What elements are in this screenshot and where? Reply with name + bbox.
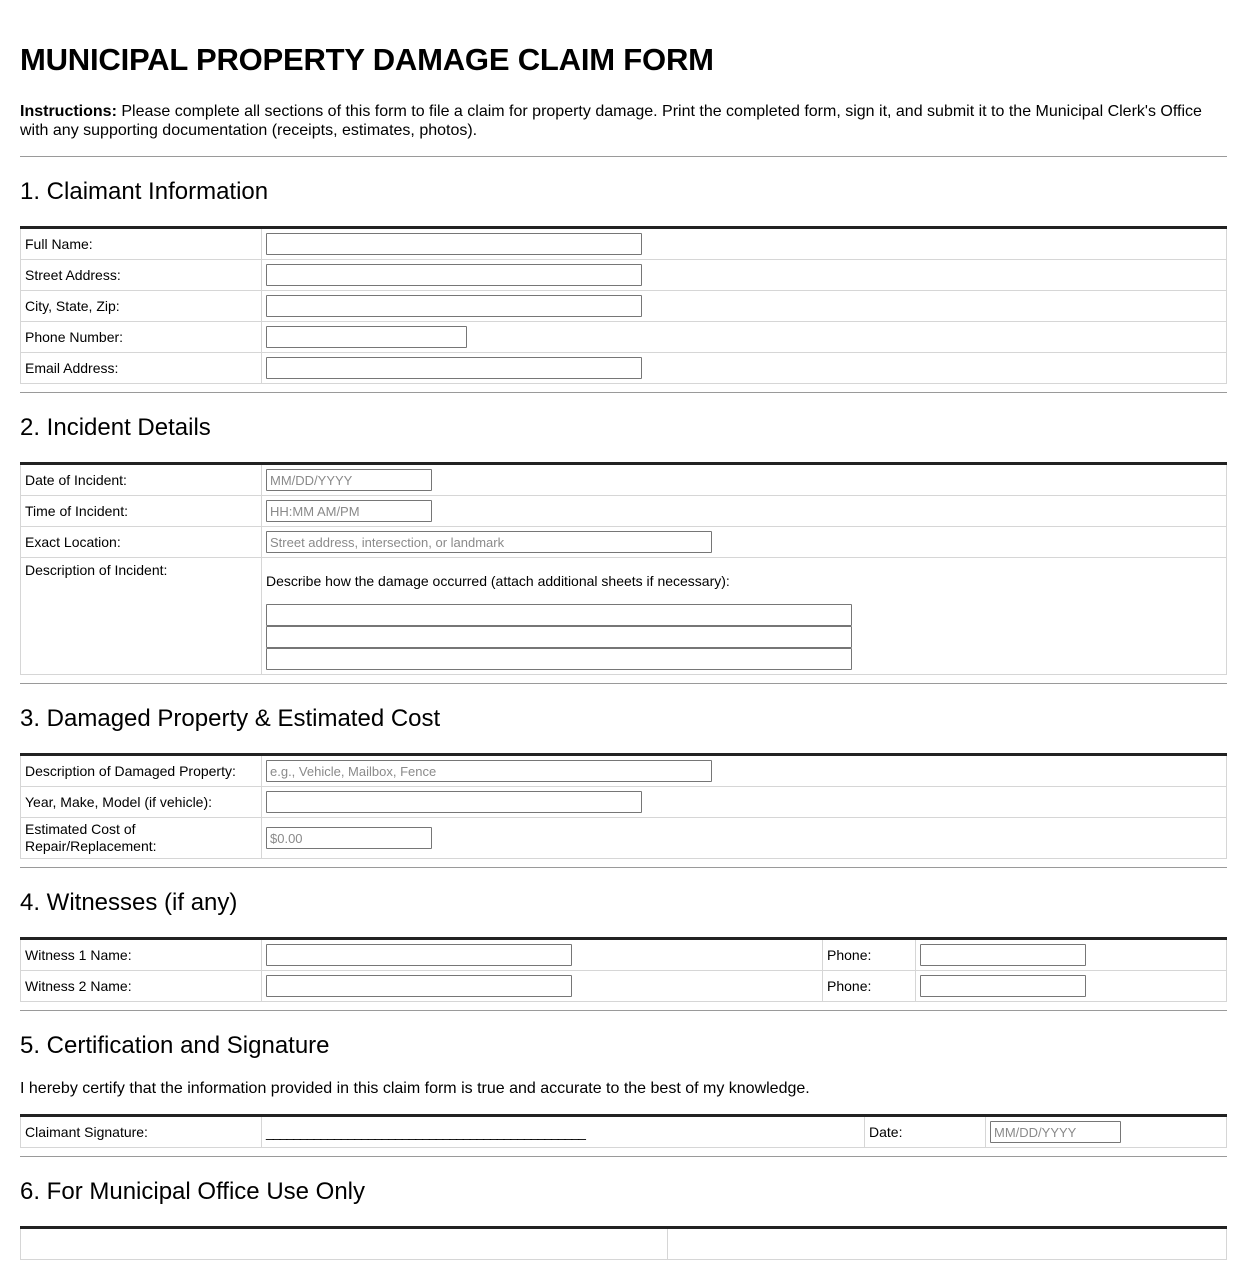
table-row: [21, 228, 1227, 260]
office-use-cell-right: [668, 1228, 1227, 1260]
section-heading-office-use: 6. For Municipal Office Use Only: [20, 1178, 366, 1205]
city-state-zip-cell: [262, 291, 1227, 322]
table-row: [21, 496, 1227, 527]
incident-time-input[interactable]: [266, 500, 432, 522]
incident-time-label: Time of Incident:: [21, 496, 262, 527]
incident-time-cell: [262, 496, 1227, 527]
table-row: [21, 353, 1227, 384]
phone-number-input[interactable]: [266, 326, 467, 348]
witness-2-name-label: Witness 2 Name:: [21, 971, 262, 1002]
section-divider: [20, 1010, 1227, 1011]
section-divider: [20, 867, 1227, 868]
instructions-label: Instructions:: [20, 103, 117, 120]
office-use-table: [20, 1226, 1227, 1260]
witnesses-table: [20, 937, 1227, 1002]
table-row: [21, 818, 1227, 859]
witness-1-name-cell: [262, 939, 823, 971]
certification-statement: I hereby certify that the information provided in this claim form is true and accurate to the best of my knowledge.: [20, 1080, 810, 1097]
witness-1-phone-cell: [916, 939, 1227, 971]
witness-1-name-label: Witness 1 Name:: [21, 939, 262, 971]
city-state-zip-label: City, State, Zip:: [21, 291, 262, 322]
vehicle-info-input[interactable]: [266, 791, 642, 813]
incident-description-label: Description of Incident:: [21, 558, 262, 675]
exact-location-input[interactable]: [266, 531, 712, 553]
witness-2-name-cell: [262, 971, 823, 1002]
email-address-label: Email Address:: [21, 353, 262, 384]
phone-number-label: Phone Number:: [21, 322, 262, 353]
incident-description-hint: Describe how the damage occurred (attach additional sheets if necessary):: [266, 573, 730, 589]
incident-description-line-2[interactable]: [266, 626, 852, 648]
estimated-cost-label: Estimated Cost of Repair/Replacement:: [21, 818, 262, 859]
page-title: MUNICIPAL PROPERTY DAMAGE CLAIM FORM: [20, 42, 714, 77]
estimated-cost-cell: [262, 818, 1227, 859]
signature-date-input[interactable]: [990, 1121, 1121, 1143]
street-address-label: Street Address:: [21, 260, 262, 291]
section-divider: [20, 156, 1227, 157]
exact-location-cell: [262, 527, 1227, 558]
damaged-property-table: [20, 753, 1227, 859]
section-divider: [20, 1156, 1227, 1157]
damaged-property-label: Description of Damaged Property:: [21, 755, 262, 787]
vehicle-info-cell: [262, 787, 1227, 818]
incident-date-input[interactable]: [266, 469, 432, 491]
witness-1-phone-label: Phone:: [823, 939, 916, 971]
table-row: [21, 260, 1227, 291]
witness-1-phone-input[interactable]: [920, 944, 1086, 966]
street-address-input[interactable]: [266, 264, 642, 286]
full-name-cell: [262, 228, 1227, 260]
exact-location-label: Exact Location:: [21, 527, 262, 558]
incident-details-table: [20, 462, 1227, 675]
table-row: [21, 322, 1227, 353]
witness-2-phone-input[interactable]: [920, 975, 1086, 997]
table-row: [21, 939, 1227, 971]
table-row: [21, 558, 1227, 675]
damaged-property-input[interactable]: [266, 760, 712, 782]
table-row: [21, 971, 1227, 1002]
instructions: [20, 102, 1227, 140]
office-use-cell-left: [21, 1228, 668, 1260]
full-name-label: Full Name:: [21, 228, 262, 260]
witness-1-name-input[interactable]: [266, 944, 572, 966]
witness-2-phone-cell: [916, 971, 1227, 1002]
section-divider: [20, 392, 1227, 393]
signature-label: Claimant Signature:: [21, 1116, 262, 1148]
estimated-cost-input[interactable]: [266, 827, 432, 849]
signature-date-cell: [986, 1116, 1227, 1148]
incident-date-label: Date of Incident:: [21, 464, 262, 496]
section-heading-witnesses: 4. Witnesses (if any): [20, 889, 238, 916]
incident-date-cell: [262, 464, 1227, 496]
email-address-input[interactable]: [266, 357, 642, 379]
signature-date-label: Date:: [865, 1116, 986, 1148]
table-row: [21, 527, 1227, 558]
email-address-cell: [262, 353, 1227, 384]
table-row: [21, 1116, 1227, 1148]
vehicle-info-label: Year, Make, Model (if vehicle):: [21, 787, 262, 818]
signature-line[interactable]: _______________________________________________: [266, 1124, 585, 1140]
instructions-text: Please complete all sections of this form to file a claim for property damage. Print the completed form, sign it, and submit it to the Municipal Clerk's Office with any supporting documentation (receipts, estimates, photos).: [20, 103, 1202, 139]
city-state-zip-input[interactable]: [266, 295, 642, 317]
table-row: [21, 787, 1227, 818]
table-row: [21, 291, 1227, 322]
section-heading-property: 3. Damaged Property & Estimated Cost: [20, 705, 441, 732]
witness-2-phone-label: Phone:: [823, 971, 916, 1002]
damaged-property-cell: [262, 755, 1227, 787]
table-row: [21, 755, 1227, 787]
signature-cell: [262, 1116, 865, 1148]
claimant-info-table: [20, 226, 1227, 384]
witness-2-name-input[interactable]: [266, 975, 572, 997]
signature-table: [20, 1114, 1227, 1148]
table-row: [21, 464, 1227, 496]
section-heading-incident: 2. Incident Details: [20, 414, 211, 441]
incident-description-line-3[interactable]: [266, 648, 852, 670]
table-row: [21, 1228, 1227, 1260]
section-divider: [20, 683, 1227, 684]
section-heading-certification: 5. Certification and Signature: [20, 1032, 330, 1059]
full-name-input[interactable]: [266, 233, 642, 255]
section-heading-claimant: 1. Claimant Information: [20, 178, 269, 205]
phone-number-cell: [262, 322, 1227, 353]
incident-description-line-1[interactable]: [266, 604, 852, 626]
incident-description-cell: [262, 558, 1227, 675]
street-address-cell: [262, 260, 1227, 291]
